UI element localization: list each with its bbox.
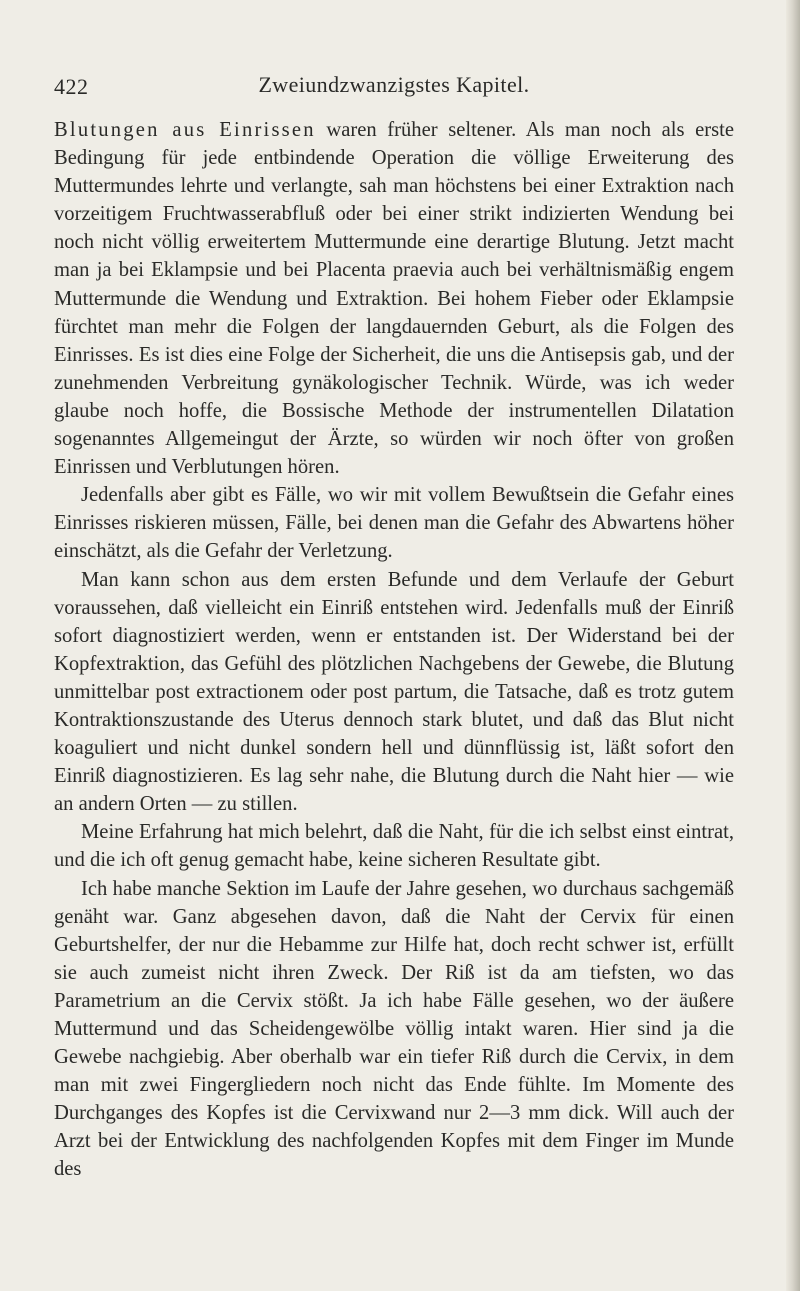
paragraph-2: Jedenfalls aber gibt es Fälle, wo wir mit vollem Bewußtsein die Gefahr eines Einrisses riskieren müssen, Fälle, bei denen man die Gefahr des Abwartens höher einschätzt, als die Gefahr der Verletzung. (54, 484, 734, 563)
running-title: Zweiundzwanzigstes Kapitel. (258, 72, 530, 97)
paragraph-1-text: waren früher seltener. Als man noch als erste Bedingung für jede entbindende Operation die völlige Erweiterung des Muttermundes lehrte und verlangte, sah man höchstens bei einer Extraktion nach vorzeitigem Fruchtwasserabfluß oder bei einer strikt indizierten Wendung bei noch nicht völlig erweitertem Muttermunde eine derartige Blutung. Jetzt macht man ja bei Eklampsie und bei Placenta praevia auch bei verhältnismäßig engem Muttermunde die Wendung und Extraktion. Bei hohem Fieber oder Eklampsie fürchtet man mehr die Folgen der langdauernden Geburt, als die Folgen des Einrisses. Es ist dies eine Folge der Sicherheit, die uns die Antisepsis gab, und der zunehmenden Verbreitung gynäkologischer Technik. Würde, was ich weder glaube noch hoffe, die Bossische Methode der instrumentellen Dilatation sogenanntes Allgemeingut der Ärzte, so würden wir noch öfter von großen Einrissen und Verblutungen hören. (54, 119, 735, 479)
paragraph-3: Man kann schon aus dem ersten Befunde und dem Verlaufe der Geburt voraussehen, daß vielleicht ein Einriß entstehen wird. Jedenfalls muß der Einriß sofort diagnostiziert werden, wenn er entstanden ist. Der Widerstand bei der Kopfextraktion, das Gefühl des plötzlichen Nachgebens der Gewebe, die Blutung unmittelbar post extractionem oder post partum, die Tatsache, daß es trotz gutem Kontraktionszustande des Uterus dennoch stark blutet, und daß das Blut nicht koaguliert und nicht dunkel sondern hell und dünnflüssig ist, läßt sofort den Einriß diagnostizieren. Es lag sehr nahe, die Blutung durch die Naht hier — wie an andern Orten — zu stillen. (54, 568, 734, 816)
page-edge-shadow (786, 0, 800, 1291)
paragraph-1 (54, 116, 734, 481)
body-text (54, 116, 734, 1184)
page-header (54, 72, 734, 106)
paragraph-5: Ich habe manche Sektion im Laufe der Jahre gesehen, wo durchaus sachgemäß genäht war. Ganz abgesehen davon, daß die Naht der Cervix für einen Geburtshelfer, der nur die Hebamme zur Hilfe hat, doch recht schwer ist, erfüllt sie auch zumeist nicht ihren Zweck. Der Riß ist da am tiefsten, wo das Parametrium an die Cervix stößt. Ja ich habe Fälle gesehen, wo der äußere Muttermund und das Scheidengewölbe völlig intakt waren. Hier sind ja die Gewebe nachgiebig. Aber oberhalb war ein tiefer Riß durch die Cervix, in dem man mit zwei Fingergliedern noch nicht das Ende fühlte. Im Momente des Durchganges des Kopfes ist die Cervixwand nur 2—3 mm dick. Will auch der Arzt bei der Entwicklung des nachfolgenden Kopfes mit dem Finger im Munde des (54, 877, 734, 1181)
paragraph-4: Meine Erfahrung hat mich belehrt, daß die Naht, für die ich selbst einst eintrat, und die ich oft genug gemacht habe, keine sicheren Resultate gibt. (54, 821, 734, 872)
page-number: 422 (54, 74, 89, 99)
paragraph-1-spaced-lead: Blutungen aus Einrissen (54, 119, 316, 141)
